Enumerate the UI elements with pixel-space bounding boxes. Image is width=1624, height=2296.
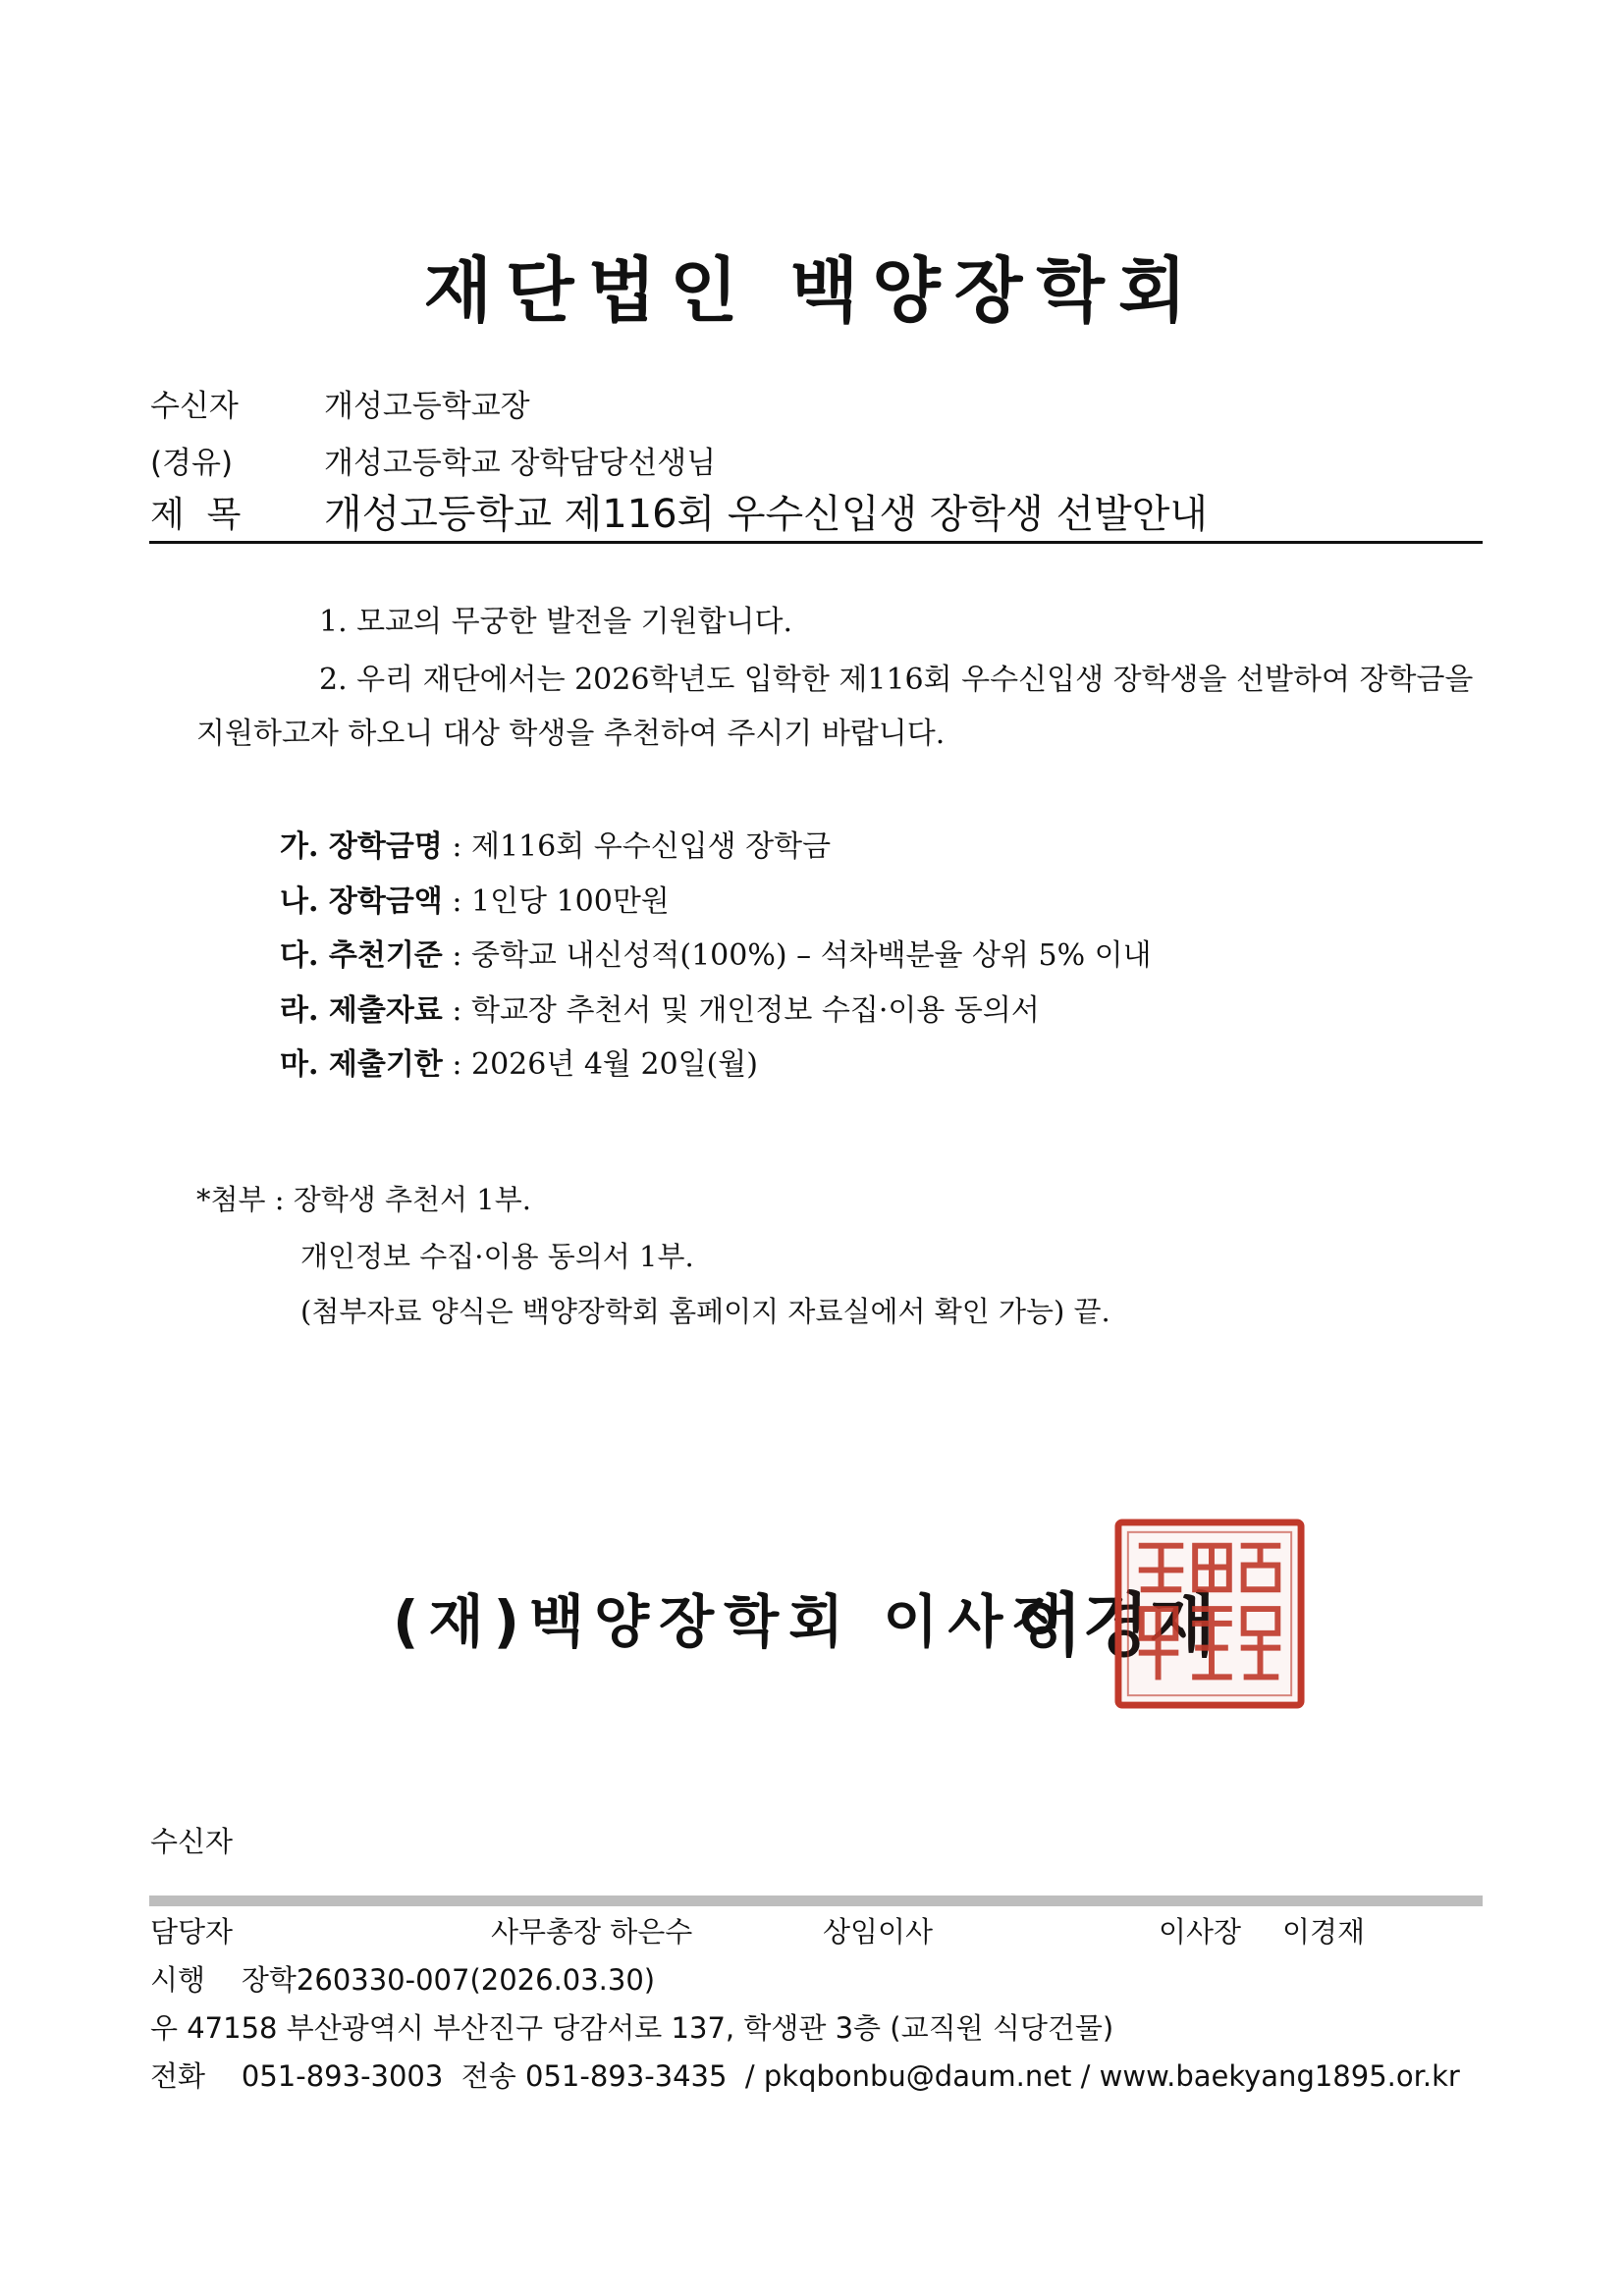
footer-secretary: 사무총장 하은수	[491, 1915, 693, 1949]
via-label: (경유)	[150, 446, 234, 481]
recipient-label: 수신자	[150, 389, 239, 424]
item-value: : 1인당 100만원	[442, 884, 670, 919]
paragraph-2-line-1: 2. 우리 재단에서는 2026학년도 입학한 제116회 우수신입생 장학생을 선발하여 장학금을	[319, 663, 1474, 697]
signature-name: 이경재	[1016, 1585, 1216, 1666]
footer-recipient-label: 수신자	[150, 1825, 234, 1858]
attachment-line-1: *첨부 : 장학생 추천서 1부.	[196, 1183, 531, 1216]
official-seal-stamp	[1112, 1517, 1307, 1711]
item-value: : 제116회 우수신입생 장학금	[442, 829, 832, 864]
footer-staff-label: 담당자	[150, 1915, 234, 1949]
signature-org: (재)백양장학회 이사장	[393, 1588, 1078, 1655]
subject-value: 개성고등학교 제116회 우수신입생 장학생 선발안내	[324, 492, 1209, 537]
attachment-line-2: 개인정보 수집·이용 동의서 1부.	[300, 1240, 694, 1273]
item-label: 라. 제출자료	[280, 993, 443, 1028]
item-label: 나. 장학금액	[280, 884, 443, 919]
paragraph-2-line-2: 지원하고자 하오니 대상 학생을 추천하여 주시기 바랍니다.	[196, 717, 946, 751]
item-criteria	[280, 931, 1152, 974]
item-value: : 학교장 추천서 및 개인정보 수집·이용 동의서	[442, 993, 1040, 1028]
subject-label: 제 목	[150, 495, 242, 535]
footer-director: 상임이사	[823, 1915, 934, 1949]
header-rule	[149, 541, 1483, 544]
recipient-value: 개성고등학교장	[324, 389, 530, 424]
footer-chair-label: 이사장	[1159, 1915, 1242, 1949]
item-value: : 중학교 내신성적(100%) – 석차백분율 상위 5% 이내	[442, 938, 1152, 973]
via-value: 개성고등학교 장학담당선생님	[324, 446, 717, 481]
footer-contact: 전화 051-893-3003 전송 051-893-3435 / pkqbonbu@daum.net / www.baekyang1895.or.kr	[150, 2059, 1460, 2093]
document-title: 재단법인 백양장학회	[423, 249, 1201, 332]
item-label: 마. 제출기한	[280, 1047, 443, 1082]
item-label: 다. 추천기준	[280, 938, 443, 973]
footer-chair-name: 이경재	[1282, 1915, 1366, 1949]
attachment-line-3: (첨부자료 양식은 백양장학회 홈페이지 자료실에서 확인 가능) 끝.	[300, 1295, 1110, 1328]
footer-enforcement: 시행 장학260330-007(2026.03.30)	[150, 1963, 656, 1997]
footer-rule	[149, 1896, 1483, 1906]
item-value: : 2026년 4월 20일(월)	[442, 1047, 758, 1082]
item-scholarship-amount	[280, 877, 670, 920]
item-scholarship-name	[280, 822, 831, 865]
footer-address: 우 47158 부산광역시 부산진구 당감서로 137, 학생관 3층 (교직원 식당건물)	[150, 2011, 1114, 2045]
item-label: 가. 장학금명	[280, 829, 443, 864]
item-deadline	[280, 1040, 758, 1083]
item-documents	[280, 986, 1040, 1029]
paragraph-1: 1. 모교의 무궁한 발전을 기원합니다.	[319, 605, 793, 639]
